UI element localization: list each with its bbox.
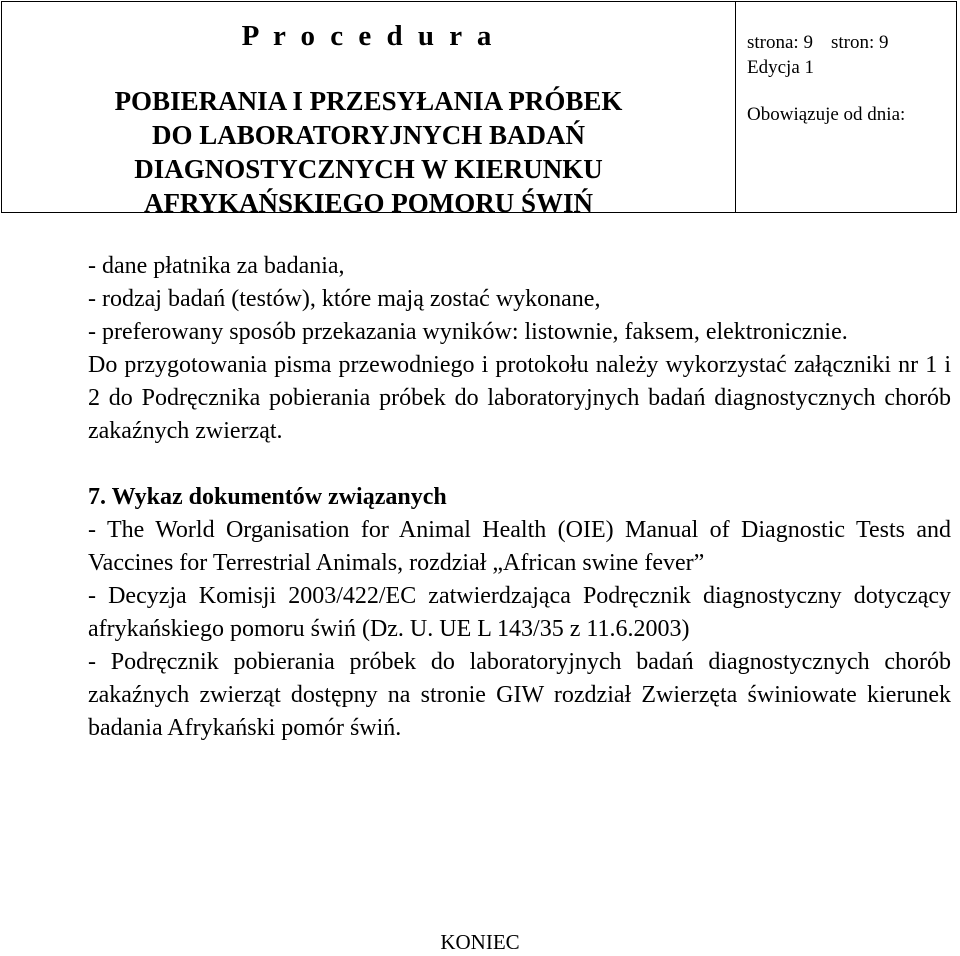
spacer	[88, 448, 951, 481]
page-info	[747, 32, 952, 54]
document-body	[88, 250, 951, 745]
document-header	[1, 1, 957, 218]
header-meta-cell	[747, 32, 952, 126]
paragraph: - preferowany sposób przekazania wyników: listownie, faksem, elektronicznie.	[88, 319, 848, 345]
procedure-title: P r o c e d u r a	[241, 20, 496, 52]
edition: Edycja 1	[747, 57, 815, 78]
paragraph: Do przygotowania pisma przewodniego i protokołu należy wykorzystać załączniki nr 1 i 2 do Podręcznika pobierania próbek do laboratoryjnych badań diagnostycznych chorób zakaźnych zwierząt.	[88, 352, 951, 444]
end-marker: KONIEC	[440, 930, 520, 954]
procedure-name-line: POBIERANIA I PRZESYŁANIA PRÓBEK	[114, 86, 623, 116]
reference-item: - The World Organisation for Animal Health (OIE) Manual of Diagnostic Tests and Vaccines for Terrestrial Animals, rozdział „African swine fever”	[88, 517, 951, 576]
paragraph: - dane płatnika za badania,	[88, 253, 345, 279]
reference-item: - Decyzja Komisji 2003/422/EC zatwierdzająca Podręcznik diagnostyczny dotyczący afrykańskiego pomoru świń (Dz. U. UE L 143/35 z 11.6.2003)	[88, 583, 951, 642]
section-heading: 7. Wykaz dokumentów związanych	[88, 484, 447, 510]
page-number: strona: 9	[747, 32, 813, 53]
procedure-name-line: DO LABORATORYJNYCH BADAŃ	[151, 120, 586, 150]
header-title-cell	[2, 2, 736, 218]
procedure-name	[2, 84, 735, 220]
procedure-name-line: DIAGNOSTYCZNYCH W KIERUNKU	[134, 154, 603, 184]
effective-date-label: Obowiązuje od dnia:	[747, 104, 906, 125]
paragraph: - rodzaj badań (testów), które mają zostać wykonane,	[88, 286, 601, 312]
procedure-name-line: AFRYKAŃSKIEGO POMORU ŚWIŃ	[143, 188, 594, 218]
page-count: stron: 9	[830, 32, 889, 53]
reference-item: - Podręcznik pobierania próbek do laboratoryjnych badań diagnostycznych chorób zakaźnych zwierząt dostępny na stronie GIW rozdział Zwierzęta świniowate kierunek badania Afrykański pomór świń.	[88, 649, 951, 741]
